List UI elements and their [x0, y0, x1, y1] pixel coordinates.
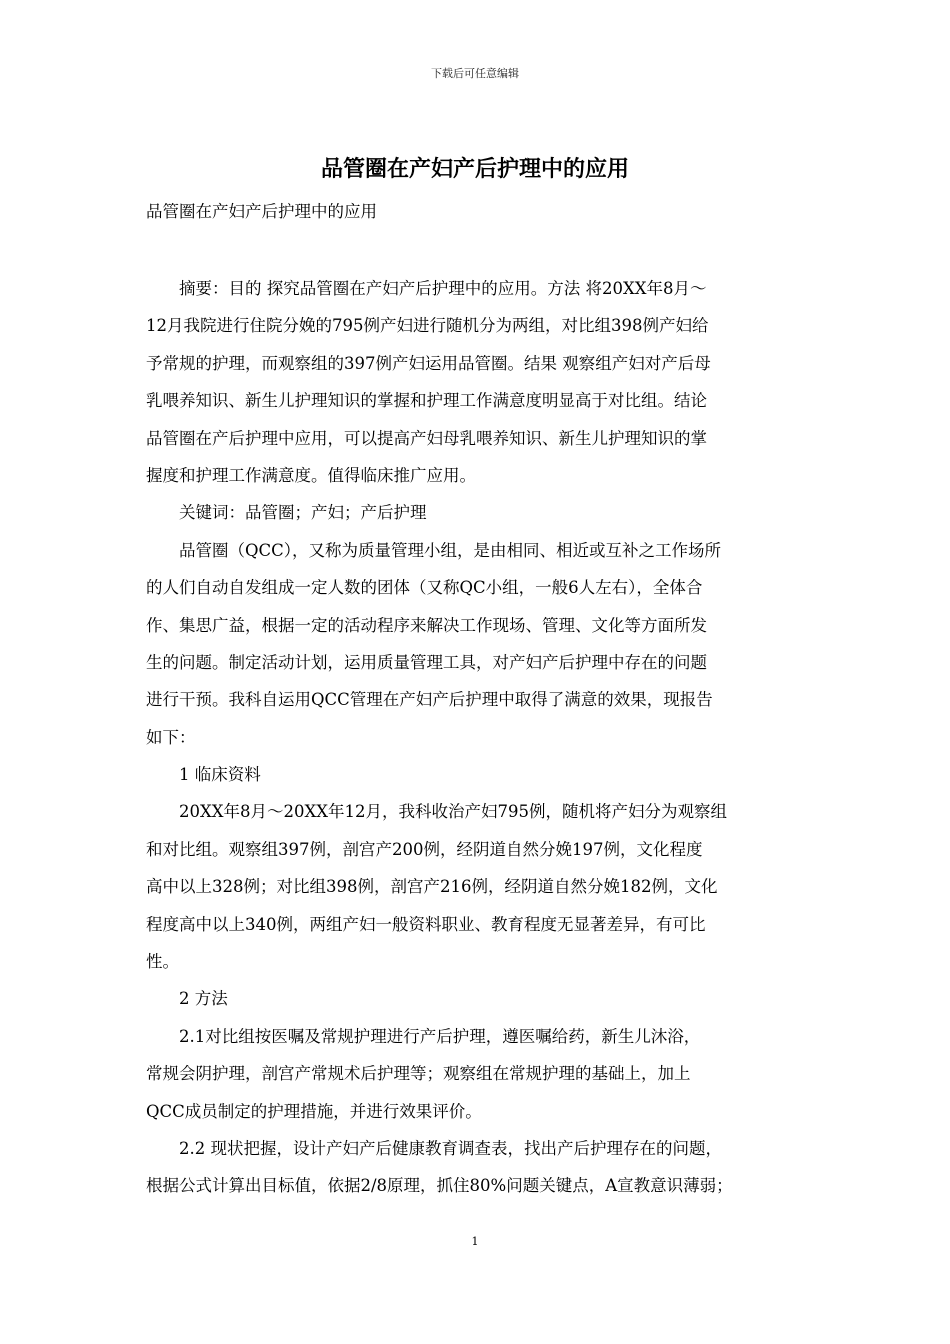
text-line: 进行干预。我科自运用QCC管理在产妇产后护理中取得了满意的效果，现报告 — [146, 690, 713, 710]
text-line: 品管圈（QCC），又称为质量管理小组，是由相同、相近或互补之工作场所 — [146, 540, 722, 560]
document-title: 品管圈在产妇产后护理中的应用 — [320, 156, 629, 182]
page-number: 1 — [471, 1235, 479, 1248]
text-line: 程度高中以上340例，两组产妇一般资料职业、教育程度无显著差异，有可比 — [146, 914, 706, 934]
text-line: 作、集思广益，根据一定的活动程序来解决工作现场、管理、文化等方面所发 — [146, 615, 707, 635]
header-note: 下载后可任意编辑 — [431, 67, 519, 80]
text-line: 20XX年8月～20XX年12月，我科收治产妇795例，随机将产妇分为观察组 — [146, 802, 727, 822]
text-line: 常规会阴护理，剖宫产常规术后护理等；观察组在常规护理的基础上，加上 — [146, 1064, 691, 1084]
text-line: QCC成员制定的护理措施，并进行效果评价。 — [146, 1101, 482, 1121]
text-line: 和对比组。观察组397例，剖宫产200例，经阴道自然分娩197例，文化程度 — [146, 839, 703, 859]
text-line: 2.2 现状把握，设计产妇产后健康教育调查表，找出产后护理存在的问题， — [146, 1138, 722, 1158]
text-line: 乳喂养知识、新生儿护理知识的掌握和护理工作满意度明显高于对比组。结论 — [146, 391, 707, 411]
text-line: 1 临床资料 — [146, 765, 261, 785]
text-line: 12月我院进行住院分娩的795例产妇进行随机分为两组，对比组398例产妇给 — [146, 316, 709, 336]
text-line: 予常规的护理，而观察组的397例产妇运用品管圈。结果 观察组产妇对产后母 — [146, 353, 711, 373]
text-line: 根据公式计算出目标值，依据2/8原理，抓住80%问题关键点，A宣教意识薄弱； — [146, 1176, 733, 1196]
text-line: 2.1对比组按医嘱及常规护理进行产后护理，遵医嘱给药，新生儿沐浴， — [146, 1026, 701, 1046]
text-line: 关键词：品管圈；产妇；产后护理 — [146, 503, 427, 523]
text-line: 如下： — [146, 727, 196, 747]
text-line: 性。 — [146, 952, 179, 972]
document-body — [146, 270, 806, 1205]
text-line: 握度和护理工作满意度。值得临床推广应用。 — [146, 465, 476, 485]
text-line: 高中以上328例；对比组398例，剖宫产216例，经阴道自然分娩182例，文化 — [146, 877, 718, 897]
text-line: 摘要：目的 探究品管圈在产妇产后护理中的应用。方法 将20XX年8月～ — [146, 279, 707, 298]
text-line: 品管圈在产后护理中应用，可以提高产妇母乳喂养知识、新生儿护理知识的掌 — [146, 428, 707, 448]
text-line: 2 方法 — [146, 989, 228, 1009]
text-line: 的人们自动自发组成一定人数的团体（又称QC小组，一般6人左右），全体合 — [146, 578, 703, 598]
text-line: 生的问题。制定活动计划，运用质量管理工具，对产妇产后护理中存在的问题 — [146, 652, 707, 672]
document-subtitle: 品管圈在产妇产后护理中的应用 — [146, 202, 377, 221]
